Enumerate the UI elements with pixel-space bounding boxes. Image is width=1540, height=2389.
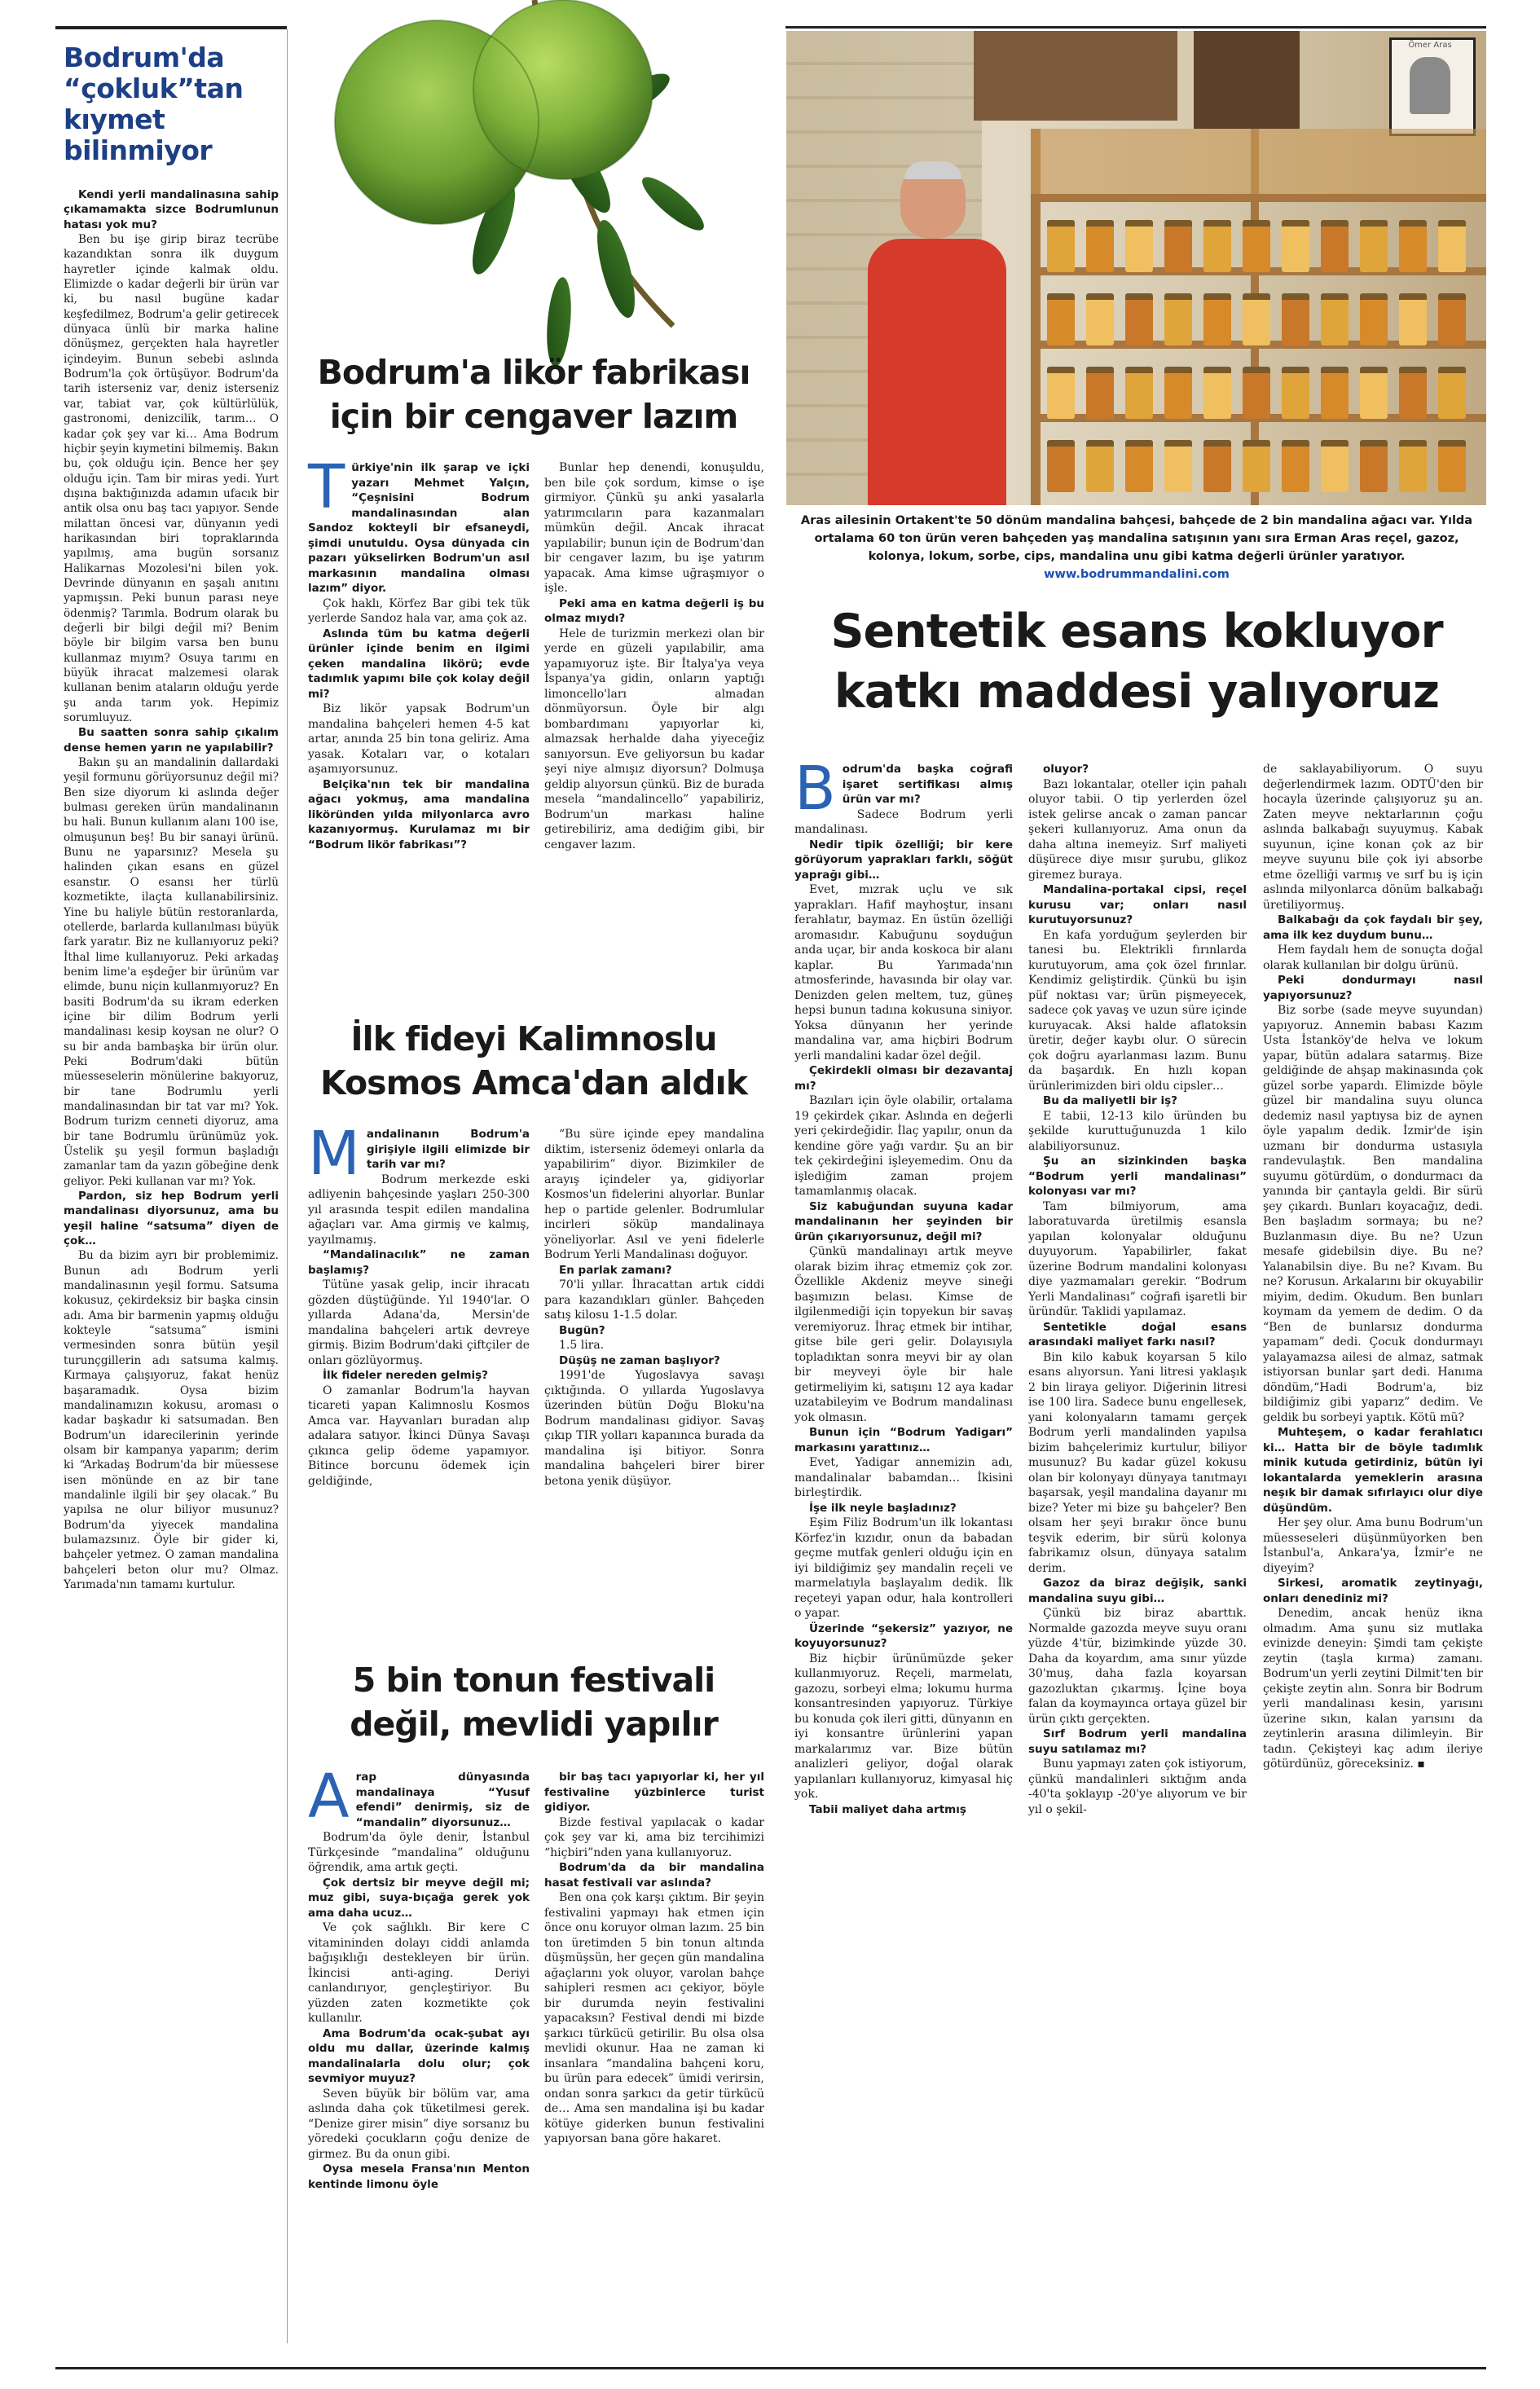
jar: [1047, 293, 1075, 345]
article-question: Bunun için “Bodrum Yadigarı” markasını yarattınız…: [794, 1426, 1013, 1454]
article-question: Sentetikle doğal esans arasındaki maliyet farkı nasıl?: [1028, 1320, 1247, 1348]
article-paragraph: O zamanlar Bodrum'la hayvan ticareti yapan Kalimnoslu Kosmos Amca var. Hayvanları buradan alıp adalara satıyor. İkinci Dünya Savaşı çıkınca gelip ödeme yapamıyor. Bitince borcunu ödemek için geldiğinde,: [308, 1384, 530, 1488]
jar: [1164, 220, 1192, 272]
caption-text: Aras ailesinin Ortakent'te 50 dönüm mandalina bahçesi, bahçede de 2 bin mandalina ağacı var. Yılda ortalama 60 ton ürün veren bahçeden yaş mandalina satışının yanı sıra Erman Aras reçel, gazoz, kolonya, lokum, sorbe, cips, mandalina unu gibi katma değerli ürünler yaratıyor.: [800, 514, 1473, 563]
top-rule-right: [785, 26, 1486, 29]
jar: [1086, 440, 1114, 492]
article-paragraph: Bunu yapmayı zaten çok istiyorum, çünkü mandalinleri sıktığım anda -40'ta şoklayıp -20'ye alıyorum ve bir yıl o şekil-: [1028, 1758, 1247, 1816]
article-paragraph: E tabii, 12-13 kilo üründen bu şekilde kuruttuğunuzda 1 kilo alabiliyorsunuz.: [1028, 1109, 1247, 1153]
leaf: [636, 169, 711, 237]
article-paragraph: rap dünyasında mandalinaya “Yusuf efendi” denirmiş, siz de “mandalin” diyorsunuz…: [355, 1771, 530, 1829]
article-paragraph: Denedim, ancak henüz ikna olmadım. Ama şunu siz mutlaka evinizde deneyin: Şimdi tam çekişte zeytin (taşla kırma) zamanı. Bodrum'un yerli zeytini Dilmit'ten bir çekişte zeytin alın. Sonra bir Bodrum yerli mandalinası kesin, yarısını üzerine sıkın, kalan yarısını da zeytinlerin arasına dilimleyin. Bir tadın. Çekişteyi kaç adım ileriye götürdünüz, göreceksiniz. ▪: [1263, 1607, 1483, 1771]
jar: [1321, 367, 1349, 419]
article-paragraph: Ben ona çok karşı çıktım. Bir şeyin festivalini yapmayı hak etmen için önce onu koruyor olman lazım. 25 bin ton üretimden 5 bin tonun altında düşmüşsün, her geçen gün mandalina ağaçlarını yok oluyor, varolan bahçe sahipleri resmen acı çekiyor, böyle bir durumda neyin festivalini yapacaksın? Festival dendi mi bizde şarkıcı türkücü getirilir. Bu olsa olsa mevlidi okunur. Haa ne zaman ki insanlara “mandalina bahçeni koru, bu ürün para edecek” ümidi verirsin, ondan sonra şarkıcı da getir türkücü de… Ama sen mandalina işi bu kadar kötüye giderken bunun festivalini yapıyorsan bana göre hakaret.: [544, 1891, 764, 2145]
jar: [1086, 367, 1114, 419]
article-question: En parlak zamanı?: [559, 1263, 672, 1277]
headline-line: değil, mevlidi yapılır: [350, 1705, 718, 1744]
leaf: [590, 217, 643, 322]
jar: [1243, 293, 1270, 345]
jar: [1438, 440, 1466, 492]
jar: [1243, 367, 1270, 419]
article-paragraph: odrum'da başka coğrafi işaret sertifikası almış ürün var mı?: [842, 763, 1013, 806]
article-question: Bu da maliyetli bir iş?: [1043, 1094, 1178, 1107]
article-paragraph: Biz hiçbir ürünümüzde şeker kullanmıyoruz. Reçeli, marmelatı, gazozu, sorbeyi elma; lokumu hurma konsantresinden yapıyoruz. Türkiye bu konuda çok ileri gitti, dünyanın en iyi konsantre ürünlerini yapan markalarımız var. Bize bütün analizleri geliyor, doğal olarak yapılanları kullanıyoruz, kimyasal hiç yok.: [794, 1652, 1013, 1801]
article-paragraph: Eşim Filiz Bodrum'un ilk lokantası Körfez'in kızıdır, onun da babadan geçme mutfak genleri olduğu için en iyi bildiğimiz şey mandalin reçeli ve marmelatıyla başlayalım dedik. İlk reçeteyi yapan odur, hala kontrolleri o yapar.: [794, 1516, 1013, 1620]
jar: [1047, 367, 1075, 419]
jar: [1438, 220, 1466, 272]
article2-column-2: [544, 1127, 764, 1489]
article1-column-2: [544, 460, 764, 852]
article-question: Tabii maliyet daha artmış: [809, 1802, 966, 1816]
article-paragraph: Bizde festival yapılacak o kadar çok şey var ki, ama biz tercihimizi “hiçbiri”nden yana kullanıyoruz.: [544, 1815, 764, 1859]
mandarin-fruit: [473, 0, 653, 179]
sidebar-divider: [287, 29, 288, 2343]
article-question: Ama Bodrum'da ocak-şubat ayı oldu mu dallar, üzerinde kalmış mandalinalarla dolu olur; çok sevmiyor muyuz?: [308, 2026, 530, 2085]
jar: [1203, 367, 1231, 419]
article3-column-2: [544, 1770, 764, 2147]
jar: [1321, 440, 1349, 492]
article-question: Çok dertsiz bir meyve değil mi; muz gibi, suya-bıçağa gerek yok ama daha ucuz…: [308, 1876, 530, 1920]
article-question: Sirkesi, aromatik zeytinyağı, onları denediniz mi?: [1263, 1577, 1483, 1605]
article-paragraph: Çünkü biz biraz abarttık. Normalde gazozda meyve suyu oranı yüzde 4'tür, bizimkinde yüzde 30. Daha da koyardım, ama sınır yüzde 30'muş, daha fazla koyarsan gazozluktan çıkarmış. İçine boya falan da koymayınca ortaya güzel bir ürün çıktı gerçekten.: [1028, 1607, 1247, 1726]
article-question: Mandalina-portakal cipsi, reçel kurusu var; onları nasıl kurutuyorsunuz?: [1028, 883, 1247, 926]
article-question: Belçika'nın tek bir mandalina ağacı yokmuş, ama mandalina liköründen yılda milyonlarca avro kazanıyormuş. Kurulamaz mı bir “Bodrum likör fabrikası”?: [308, 777, 530, 851]
article-paragraph: Tam bilmiyorum, ama laboratuvarda üretilmiş esansla yapılan kolonyalar olduğunu duyuyorum. Yapabilirler, fakat üzerine Bodrum mandalini kolonyası diye yazmamaları gerekir. “Bodrum Yerli Mandalinası” coğrafi işaretli bir üründür. Taklidi yapılamaz.: [1028, 1199, 1247, 1318]
article1-headline: [301, 350, 766, 438]
article-question: Üzerinde “şekersiz” yazıyor, ne koyuyorsunuz?: [794, 1621, 1013, 1650]
article-paragraph: Çok haklı, Körfez Bar gibi tek tük yerlerde Sandoz hala var, ama çok az.: [308, 596, 530, 625]
article-paragraph: Biz sorbe (sade meyve suyundan) yapıyoruz. Annemin babası Kazım Usta İstanköy'de helva ve lokum yapar, bütün adalara satarmış. Bize geldiğinde de ahşap makinasında çok güzel sorbe yapardı. Elimizde böyle güzel bir mandalina suyu olunca dedemiz nasıl yaptıysa biz de aynen öyle yapalım dedik. İzmir'de işin uzmanı bir dondurma ustasıyla randevulaştık. Ben mandalina suyumu götürdüm, o dondurmacı da yanında bir çantayla geldi. Bir sürü şey çıkardı. Bunları koyacağız, dedi. Ben başladım sormaya; bu ne? Buzlanmasın diye. Bu ne? Uzun mesafe gidebilsin diye. Bu ne? Yalanabilsin diye. Bu ne? Kıvam. Bu ne? Korusun. Arkalarını bir okuyabilir miyim, dedim. Okudum. Ben bunları koymam da yemem de dedim. O da “Ben de bunlarsız dondurma yapamam” dedi. Çocuk dondurmayı yalayamazsa ailesi de almaz, satmak istiyorsan bunlar şart dedi. Hanıma döndüm,“Hadi Bodrum'a, biz bildiğimiz gibi yaparız” dedim. Ve geldik bu sorbeyi yaptık. Kötü mü?: [1263, 1004, 1483, 1424]
sidebar-paragraph: Ben bu işe girip biraz tecrübe kazandıktan sonra ilk duygum hayretler içinde kalmak oldu. Elimizde o kadar değerli bir ürün var ki, bu nasıl bugüne kadar keşfedilmez, Bodrum'a gelir getirecek dünyaca ünlü bir marka haline dönüşmez, gerçekten hala hayretler içindeyim. Bunun sebebi aslında Bodrum'la çok örtüşüyor. Bodrum'da tarih isterseniz var, deniz isterseniz var, tabiat var, çok kültürlülük, gastronomi, denizcilik, tarım… O kadar çok şey var ki… Ama Bodrum hiçbir şeyin kıymetini bilmemiş. Bakın bu, çok olduğu için. Bence her şey olduğu için. Tam bir miras yedi. Yurt dışına baktığınızda adamın ufacık bir antik olsa onu baş tacı yapıyor. Sende milattan öncesi var, dünyanın yedi harikasından biri topraklarında yapılmış, ama bugün sorsanız Halikarnas Mozolesi'ni bilen yok. Devrinde dünyanın en şaşalı anıtını yapmışsın. Peki bunun parası neye ödenmiş? Tarımla. Bodrum olarak bu değerli bir bilgi değil mi? Benim böyle bir bilgim varsa ben bunu kullanmaz mıyım? Osuya tarımı en büyük ihracat malzemesi olarak kullanan benim ataların olduğu yerde şu anda tarım yok. Hepimiz sorumluyuz.: [64, 233, 279, 725]
sidebar-question: Bu saatten sonra sahip çıkalım dense hemen yarın ne yapılabilir?: [64, 726, 279, 755]
jar: [1321, 293, 1349, 345]
sidebar-paragraph: Bu da bizim ayrı bir problemimiz. Bunun adı Bodrum yerli mandalinasının yeşil formu. Satsuma kokusuz, çekirdeksiz bir başka cinsin adı. Ama bir barmenin yapmış olduğu kokteyle “satsuma” ismini vermesinden sonra bütün yeşil turunçgillerin adı satsuma kalmış. Kırmaya çalışıyoruz, fakat henüz başaramadık. Oysa bizim mandalinamızın kokusu, aroması o kadar başkadır ki satsumadan. Ben Bodrum'un idarecilerinin yerinde olsam bir kampanya yaparım; derim ki “Arkadaş Bodrum'da bir müessese isen mönünde en az bir tane mandalinle ilgili bir şey olacak.” Bu yapılsa ne olur biliyor musunuz? Bodrum'da yiyecek mandalina bulamazsınız. Öyle bir gider ki, bahçeler yetmez. O zaman mandalina bahçeleri beton olur mu? Olmaz. Yarımada'nın tamamı kurtulur.: [64, 1249, 279, 1591]
jar: [1321, 220, 1349, 272]
article-question: Nedir tipik özelliği; bir kere görüyorum yaprakları farklı, söğüt yaprağı gibi…: [794, 838, 1013, 882]
article-paragraph: Bodrum merkezde eski adliyenin bahçesinde yaşları 250-300 yıl arasında tespit edilen mandalina ağaçları var. Ama girmiş ve kalmış, yayılmamış.: [308, 1173, 530, 1247]
article-question: Siz kabuğundan suyuna kadar mandalinanın her şeyinden bir ürün çıkarıyorsunuz, değil mi?: [794, 1199, 1013, 1243]
article-paragraph: Seven büyük bir bölüm var, ama aslında daha çok tüketilmesi gerek. “Denize girer misin” diye sorsanız bu yöredeki çocukların çoğu denize de girmez. Bu da onun gibi.: [308, 2087, 530, 2161]
photo-signature: Ömer Aras: [1408, 41, 1452, 50]
article-paragraph: Bodrum'da öyle denir, İstanbul Türkçesinde “mandalina” olduğunu öğrendik, ama artık geçti.: [308, 1831, 530, 1874]
article4-column-2: [1028, 762, 1247, 1817]
dropcap: T: [308, 452, 345, 522]
article-question: İlk fideler nereden gelmiş?: [323, 1369, 489, 1382]
article-paragraph: andalinanın Bodrum'a girişiyle ilgili elimizde bir tarih var mı?: [366, 1128, 530, 1171]
article-question: Bodrum'da da bir mandalina hasat festivali var aslında?: [544, 1861, 764, 1890]
jar: [1360, 367, 1388, 419]
jar: [1203, 220, 1231, 272]
article-question: Peki ama en katma değerli iş bu olmaz mıydı?: [544, 596, 764, 625]
article-question: bir baş tacı yapıyorlar ki, her yıl festivaline yüzbinlerce turist gidiyor.: [544, 1771, 764, 1814]
jar: [1282, 293, 1309, 345]
jar: [1399, 440, 1427, 492]
sidebar: [64, 42, 279, 1592]
article4-headline: [794, 601, 1479, 722]
jar: [1360, 293, 1388, 345]
jar: [1438, 293, 1466, 345]
article-paragraph: Her şey olur. Ama bunu Bodrum'un müesseseleri düşünmüyorken ben İstanbul'a, Ankara'ya, İzmir'e ne diyeyim?: [1263, 1516, 1483, 1575]
jar: [1125, 440, 1153, 492]
jar: [1282, 220, 1309, 272]
jar: [1125, 220, 1153, 272]
jar: [1047, 440, 1075, 492]
photo-caption: [794, 512, 1479, 583]
article-question: oluyor?: [1043, 763, 1089, 776]
jar: [1360, 220, 1388, 272]
caption-url[interactable]: www.bodrummandalini.com: [1044, 568, 1230, 581]
article-paragraph: Bin kilo kabuk koyarsan 5 kilo esans alıyorsun. Yani litresi yaklaşık 2 bin liraya geliyor. Diğerinin litresi ise 100 lira. Sadece bunu engellesek, yani kolonyaların tamamı gerçek Bodrum yerli mandalinden yapılsa bizim bahçelerimiz kurtulur, biliyor musunuz? Bu kadar güzel kokusu olan bir kolonyayı dünyaya tanıtmayı başarsak, yeşil mandalina dayanır mı bize? Yeter mi bize şu bahçeler? Ben olsam her şeyi bırakır önce bunu teşvik ederim, bir sürü kolonya fabrikamız olsun, dünyaya satalım derim.: [1028, 1350, 1247, 1575]
green-mandarin-illustration: [290, 0, 779, 383]
article-question: İşe ilk neyle başladınız?: [809, 1501, 957, 1515]
sidebar-title-line: Bodrum'da: [64, 42, 225, 73]
article-question: “Mandalinacılık” ne zaman başlamış?: [308, 1248, 530, 1277]
jar: [1086, 220, 1114, 272]
article-paragraph: Çünkü mandalinayı artık meyve olarak bizim ihraç etmemiz çok zor. Özellikle Akdeniz meyve sineği başımızın belası. Kimse de ilgilenmediği için topyekun bir savaş veremiyoruz. İhraç etmek bir intihar, gitse bile geri gelir. Dolayısıyla topladıktan sonra meyvi bir ay olan bir meyveyi öyle bir hale getirmeliyim ki, satışını 12 aya kadar uzatabileyim ve Bodrum mandalinası yok olmasın.: [794, 1245, 1013, 1424]
article-paragraph: Evet, mızrak uçlu ve sık yaprakları. Hafif mayhoştur, insanı ferahlatır, baymaz. En üstün özelliği aromasıdır. Kabuğunu soyduğun anda uçar, bir anda koskoca bir alanı kaplar. Bu Yarımada'nın atmosferinde, havasında bir olay var. Denizden gelen meltem, tuz, güneş hepsi bunun tadına kokusuna siniyor. Yoksa dünyanın her yerinde mandalina var, ama hiçbiri Bodrum yerli mandalini kadar özel değil.: [794, 883, 1013, 1063]
article-paragraph: 1.5 lira.: [559, 1339, 605, 1352]
jar: [1399, 367, 1427, 419]
bottom-rule: [55, 2367, 1486, 2369]
article-paragraph: Tütüne yasak gelip, incir ihracatı gözden düştüğünde. Yıl 1940'lar. O yıllarda Adana'da, Mersin'de mandalina bahçeleri artık devreye girmiş. Bizim Bodrum'daki çiftçiler de onları gözlüyormuş.: [308, 1278, 530, 1367]
article-paragraph: de saklayabiliyorum. O suyu değerlendirmek lazım. ODTÜ'den bir hocayla üzerinde çalışıyoruz şu an. Zaten meyve nektarlarının çoğu aslında balkabağı suyuymuş. Kabak suyunun, içine konan çok az bir meyve suyunu bile çok iyi absorbe etme özelliği varmış ve sırf bu iş için aslında milyonlarca dönüm balkabağı üretiliyormuş.: [1263, 763, 1483, 912]
article-question: Gazoz da biraz değişik, sanki mandalina suyu gibi…: [1028, 1577, 1247, 1605]
article1-column-1: [308, 452, 530, 852]
sidebar-paragraph: Bakın şu an mandalinin dallardaki yeşil formunu görüyorsunuz değil mi? Ben size diyorum ki aslında değer bulması gereken ürün mandalinanın bu hali. Bunun kullanım alanı 100 ise, olmuşunun beş! Bu bir sanayi ürünü. Bunu ne yaparsınız? Mesela şu halinden çıkan esans en güzel esanstır. O esansı her türlü kozmetikte, ilaçta kullanabilirsiniz. Yine bu haliyle bütün restoranlarda, otellerde, barlarda kullanılması büyük fark yaratır. Biz ne kullanıyoruz peki? İthal lime kullanıyoruz. Peki arkadaş benim lime'a eşdeğer bir ürünüm var elimde, bunu niçin kullanmıyoruz? En basiti Bodrum'da su ikram ederken içine bir dilim Bodrum yerli mandalinası kesip koysan ne olur? O su bir anda bambaşka bir ürün olur. Peki Bodrum'daki bütün müesseselerin mönülerine bakıyoruz, bir tane Bodrumlu yerli mandalinasından bir tat var mı? Yok. Bodrum turizm cenneti diyoruz, ama bir tane Bodrumlu ürünümüz yok. Üstelik şu yeşil formun başladığı zamanlar tam da yazın göbeğine denk geliyor. Peki kullanan var mı? Yok.: [64, 756, 279, 1188]
dropcap: A: [308, 1762, 350, 1832]
article4-column-3: [1263, 762, 1483, 1772]
headline-line: Bodrum'a likör fabrikası: [317, 353, 750, 392]
jar: [1243, 220, 1270, 272]
article3-column-1: [308, 1762, 530, 2192]
headline-line: Sentetik esans kokluyor: [830, 605, 1443, 658]
article-paragraph: ürkiye'nin ilk şarap ve içki yazarı Mehmet Yalçın, “Çeşnisini Bodrum mandalinasından alan Sandoz kokteyli bir efsaneydi, şimdi unutuldu. Oysa dünyada cin pazarı yükselirken Bodrum'un asıl markasının mandalina olması lazım” diyor.: [308, 461, 530, 595]
dropcap: B: [794, 754, 836, 824]
headline-line: 5 bin tonun festivali: [352, 1661, 715, 1700]
article-question: Sırf Bodrum yerli mandalina suyu satılamaz mı?: [1028, 1727, 1247, 1756]
jar: [1164, 367, 1192, 419]
article-question: Oysa mesela Fransa'nın Menton kentinde limonu öyle: [308, 2162, 530, 2191]
headline-line: İlk fideyi Kalimnoslu: [350, 1019, 717, 1058]
article-paragraph: 1991'de Yugoslavya savaşı çıktığında. O yıllarda Yugoslavya üzerinden bütün Doğu Bloku'na Bodrum mandalinası gidiyor. Savaş çıkıp TIR yolları kapanınca burada da mandalina işi bitiyor. Sonra mandalina bahçeleri birer birer betona yenik düşüyor.: [544, 1369, 764, 1488]
article-paragraph: Biz likör yapsak Bodrum'un mandalina bahçeleri hemen 4-5 kat artar, anında 25 bin tona geliriz. Ama yasak. Kotaları var, o kotaları aşamıyorsunuz.: [308, 702, 530, 776]
article-question: Aslında tüm bu katma değerli ürünler içinde benim en ilgimi çeken mandalina likörü; evde tadımlık yapımı bile çok kolay değil mi?: [308, 627, 530, 701]
article-question: Peki dondurmayı nasıl yapıyorsunuz?: [1263, 974, 1483, 1002]
jar: [1399, 293, 1427, 345]
article-paragraph: Evet, Yadigar annemizin adı, mandalinalar babamdan… İkisini birleştirdik.: [794, 1456, 1013, 1499]
article-paragraph: Ve çok sağlıklı. Bir kere C vitamininden dolayı ciddi anlamda bağışıklığı destekleyen bir ürün. İkincisi anti-aging. Deriyi canlandırıyor, gençleştiriyor. Bu yüzden zaten kozmetikte çok kullanılır.: [308, 1921, 530, 2025]
headline-line: için bir cengaver lazım: [329, 397, 738, 436]
article-paragraph: Bunlar hep denendi, konuşuldu, ben bile çok sordum, kimse o işe girmiyor. Çünkü şu anki yasalarla yatırımcıların para kazanmaları mümkün değil. Ancak ihracat yapılabilir; bunun için de Bodrum'dan bir cengaver lazım, bu işe yatırım yapacak. Ama kimse uğraşmıyor o işle.: [544, 461, 764, 595]
sidebar-title-line: bilinmiyor: [64, 134, 213, 166]
article-paragraph: Hele de turizmin merkezi olan bir yerde en güzeli yapılabilir, ama yapamıyoruz işte. Bir İtalya'ya veya İspanya'ya gidin, onların yaptığı limoncello'ları almadan dönmüyorsun. Öyle bir algı bombardımanı yapıyorlar ki, almazsak herhalde daha yiyeceğiz sanıyorsun. Eve geliyorsun bu kadar şeyi niye almışız diyorsun? Dolmuşa geldip alıyorsun çünkü. Biz de burada mesela “mandalincello” yapabiliriz, Bodrum'un markası haline getirebiliriz, ama dediğim gibi, bir cengaver lazım.: [544, 627, 764, 851]
jar: [1164, 293, 1192, 345]
jar: [1282, 367, 1309, 419]
jar: [1125, 367, 1153, 419]
article-question: Şu an sizinkinden başka “Bodrum yerli mandalinası” kolonyası var mı?: [1028, 1155, 1247, 1198]
top-rule-left: [55, 26, 287, 29]
article4-column-1: [794, 754, 1013, 1817]
sidebar-question: Kendi yerli mandalinasına sahip çıkamamakta sizce Bodrumlunun hatası yok mu?: [64, 188, 279, 231]
jar: [1047, 220, 1075, 272]
article-paragraph: En kafa yorduğum şeylerden bir tanesi bu. Elektrikli fırınlarda kurutuyorum, ama çok özel fırınlar. Kendimiz geliştirdik. Çünkü bu işin püf noktası var; ürün pişmeyecek, sadece çok yavaş ve uzun süre içinde kuruyacak. Aksi halde aflatoksin üretir, değer kaybı olur. O sürecin çok doğru ayarlanması lazım. Bunu da başardık. En hızlı kopan ürünlerimizden biri oldu cipsler…: [1028, 928, 1247, 1093]
article2-column-1: [308, 1119, 530, 1489]
article-question: Muhteşem, o kadar ferahlatıcı ki… Hatta bir de böyle tadımlık minik kutuda getirdiniz, bütün iyi lokantalarda yemeklerin arasına neşık bir damak sıfırlayıcı olur diye düşündüm.: [1263, 1426, 1483, 1515]
jar: [1399, 220, 1427, 272]
article-paragraph: Hem faydalı hem de sonuçta doğal olarak kullanılan bir dolgu ürünü.: [1263, 944, 1483, 972]
sidebar-body: [64, 187, 279, 1592]
jar: [1360, 440, 1388, 492]
article-question: Düşüş ne zaman başlıyor?: [559, 1353, 720, 1367]
headline-line: katkı maddesi yalıyoruz: [834, 665, 1440, 719]
article-paragraph: “Bu süre içinde epey mandalina diktim, isterseniz ödemeyi onlarla da yapabilirim” diyor. Bizimkiler de arayış içindeler ya, gidiyorlar Kosmos'un fidelerini alıyorlar. Bunlar hep o partide gelenler. Bodrumlular incirleri söküp mandalinaya yöneliyorlar. Asıl ve yeni fidelerle Bodrum Yerli Mandalinası doğuyor.: [544, 1128, 764, 1261]
article3-headline: [301, 1658, 766, 1746]
sidebar-title: [64, 42, 279, 166]
article-question: Balkabağı da çok faydalı bir şey, ama ilk kez duydum bunu…: [1263, 913, 1483, 942]
article-question: Bugün?: [559, 1323, 605, 1337]
dropcap: M: [308, 1119, 360, 1189]
article-paragraph: Sadece Bodrum yerli mandalinası.: [794, 807, 1013, 836]
article2-headline: [301, 1017, 766, 1105]
sidebar-title-line: “çokluk”tan: [64, 73, 244, 104]
sidebar-title-line: kıymet: [64, 103, 165, 135]
jar: [1203, 440, 1231, 492]
headline-line: Kosmos Amca'dan aldık: [319, 1063, 748, 1102]
jar: [1282, 440, 1309, 492]
jar: [1438, 367, 1466, 419]
jar: [1125, 293, 1153, 345]
article-paragraph: 70'li yıllar. İhracattan artık ciddi para kazandıkları günler. Bahçeden satış kilosu 1-1.5 dolar.: [544, 1278, 764, 1322]
jar: [1164, 440, 1192, 492]
jar: [1243, 440, 1270, 492]
jar: [1203, 293, 1231, 345]
jar: [1086, 293, 1114, 345]
article-paragraph: Bazıları için öyle olabilir, ortalama 19 çekirdek çıkar. Aslında en değerli yeri çekirdeğidir. İlaç yapılır, onun da kendine göre yağı vardır. Şu an bir tek çekirdeğini işleyemedim. Onu da işlediğim zaman projem tamamlanmış olacak.: [794, 1094, 1013, 1198]
man-figure: [868, 161, 1006, 505]
article-question: Çekirdekli olması bir dezavantaj mı?: [794, 1064, 1013, 1093]
shop-photo: [786, 31, 1486, 505]
article-paragraph: Bazı lokantalar, oteller için pahalı oluyor tabii. O tip yerlerden özel istek gelirse ancak o zaman pancar şekeri kullanıyoruz. Ama onun da daha altına inemeyiz. Sırf maliyeti düşürece diye mısır şurubu, glikoz giremez buraya.: [1028, 777, 1247, 882]
sidebar-question: Pardon, siz hep Bodrum yerli mandalinası diyorsunuz, ama bu yeşil haline “satsuma” diyen de çok…: [64, 1190, 279, 1248]
